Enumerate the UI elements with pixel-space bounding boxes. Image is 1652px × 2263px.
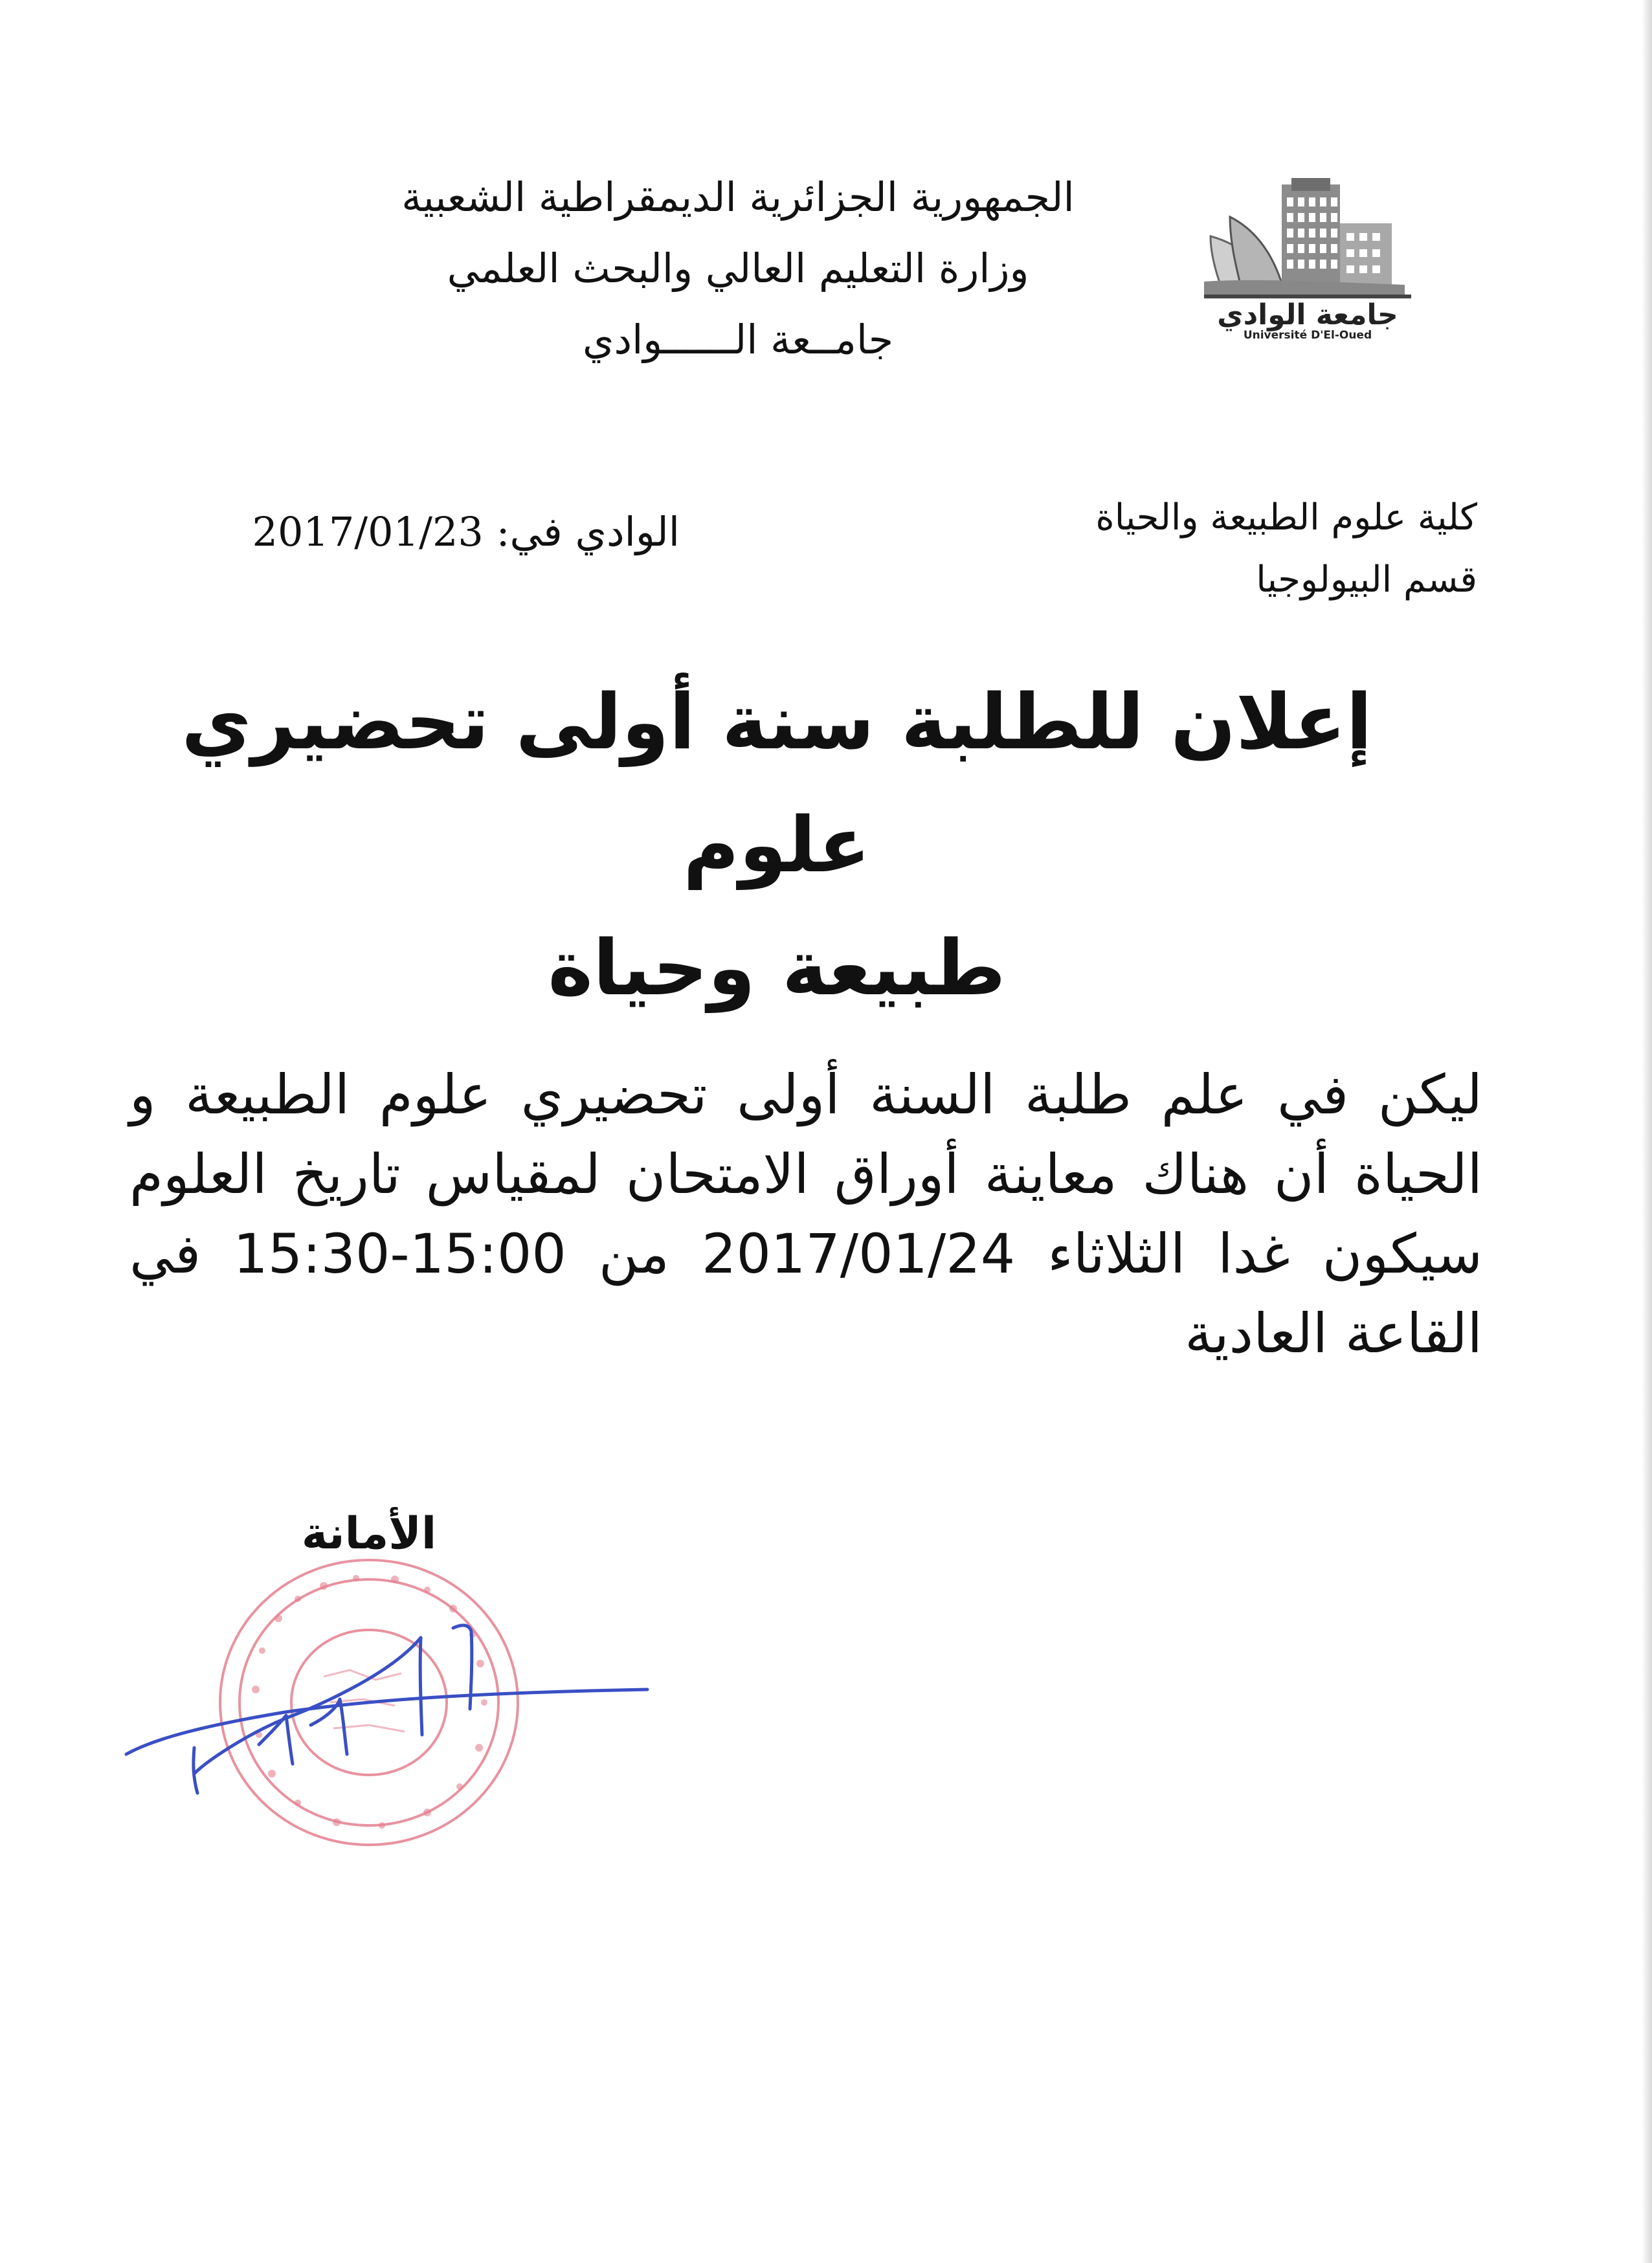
faculty-block bbox=[1095, 487, 1477, 611]
logo-latin-text: Université D'El-Oued bbox=[1243, 329, 1372, 342]
issue-date: الوادي في: 2017/01/23 bbox=[252, 508, 680, 555]
department-name: قسم البيولوجيا bbox=[1256, 559, 1477, 601]
faculty-name: كلية علوم الطبيعة والحياة bbox=[1095, 496, 1477, 539]
handwritten-signature bbox=[117, 1579, 660, 1812]
announcement-body: ليكن في علم طلبة السنة أولى تحضيري علوم الطبيعة و الحياة أن هناك معاينة أوراق الامتحان لمقياس تاريخ العلوم سيكون غدا الثلاثاء 2017/01/24 من 15:00-15:30 في القاعة العادية bbox=[129, 1063, 1482, 1365]
logo-arabic-text: جامعة الوادي bbox=[1217, 298, 1398, 331]
letterhead bbox=[388, 162, 1088, 375]
signature-label: الأمانة bbox=[301, 1508, 437, 1559]
ministry-name: وزارة التعليم العالي والبحث العلمي bbox=[447, 245, 1029, 292]
title-line-1: إعلان للطلبة سنة أولى تحضيري علوم bbox=[181, 677, 1372, 889]
announcement-title bbox=[155, 660, 1398, 1029]
university-name: جامــعة الــــــوادي bbox=[582, 316, 894, 363]
scan-edge-shadow bbox=[1642, 0, 1652, 2263]
title-line-2: طبيعة وحياة bbox=[548, 923, 1006, 1012]
republic-name: الجمهورية الجزائرية الديمقراطية الشعبية bbox=[401, 173, 1075, 221]
